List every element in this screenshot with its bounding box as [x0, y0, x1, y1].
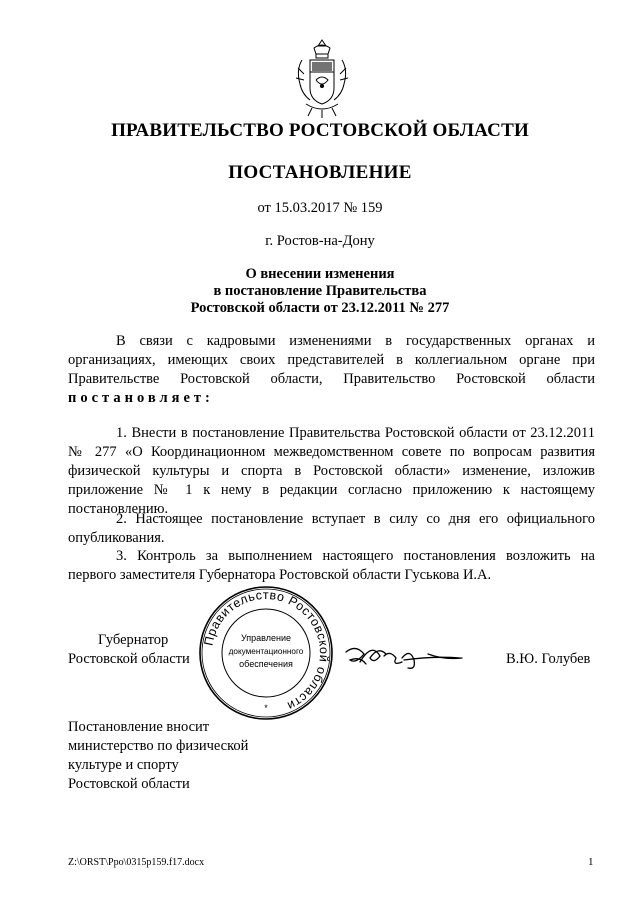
preamble-text: В связи с кадровыми изменениями в государственных органах и организациях, имеющих своих представителей в коллегиальном органе при Правительстве Ростовской области, Правительство Ростовской области — [68, 333, 595, 387]
subject-line-3: Ростовской области от 23.12.2011 № 277 — [190, 300, 450, 316]
decree-word: постановляет: — [68, 390, 214, 406]
svg-text:*: * — [264, 703, 268, 713]
document-type: ПОСТАНОВЛЕНИЕ — [228, 162, 412, 183]
signatory-region: Ростовской области — [68, 651, 190, 667]
subject-line-1: О внесении изменения — [245, 266, 395, 282]
document-date-number: от 15.03.2017 № 159 — [257, 200, 383, 216]
stamp-inner-line-1: Управление — [240, 633, 292, 643]
handwritten-signature — [340, 640, 468, 674]
item-2-paragraph: 2. Настоящее постановление вступает в силу со дня его официального опубликования. — [68, 511, 595, 546]
item-1-paragraph: 1. Внести в постановление Правительства Ростовской области от 23.12.2011 № 277 «О Координационном межведомственном совете по вопросам развития физической культуры и спорта в Ростовской области» изменение, изложив приложение № 1 к нему в редакции согласно приложению к настоящему постановлению. — [68, 425, 595, 517]
page-number: 1 — [588, 856, 594, 868]
stamp-inner-line-3: обеспечения — [239, 659, 293, 669]
stamp-ring-text: Правительство Ростовской области — [201, 587, 332, 714]
item-3-paragraph: 3. Контроль за выполнением настоящего постановления возложить на первого заместителя Губернатора Ростовской области Гуськова И.А. — [68, 548, 595, 583]
official-stamp — [198, 585, 334, 721]
document-subject — [0, 266, 640, 317]
organization-title: ПРАВИТЕЛЬСТВО РОСТОВСКОЙ ОБЛАСТИ — [111, 120, 529, 141]
signatory-name: В.Ю. Голубев — [506, 651, 591, 667]
preamble-paragraph — [68, 332, 595, 408]
stamp-inner-line-2: документационного — [228, 647, 304, 656]
coat-of-arms-emblem — [292, 38, 352, 120]
subject-line-2: в постановление Правительства — [213, 283, 427, 299]
signatory-title: Губернатор — [98, 632, 169, 648]
file-path: Z:\ORST\Ppo\0315p159.f17.docx — [68, 857, 205, 868]
submitted-by-note: Постановление вносит министерство по физической культуре и спорту Ростовской области — [68, 719, 249, 792]
document-city: г. Ростов-на-Дону — [265, 233, 375, 249]
